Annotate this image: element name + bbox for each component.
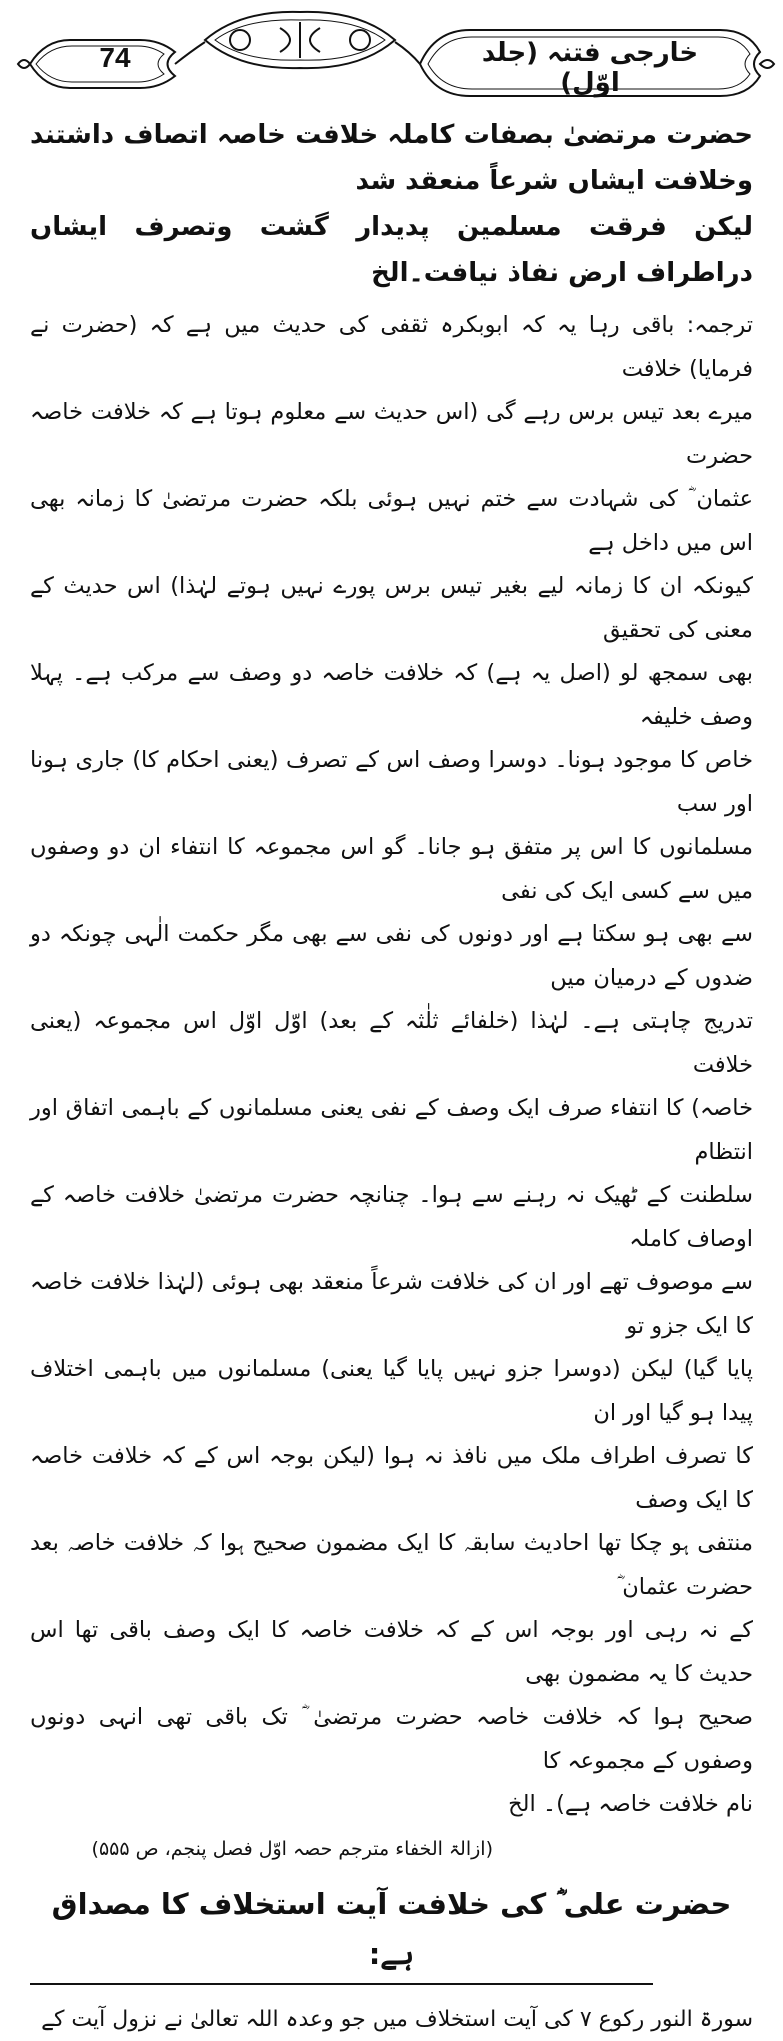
- persian-quote: [30, 112, 753, 296]
- source-reference: (ازالۃ الخفاء مترجم حصہ اوّل فصل پنجم، ص ۵۵۵): [91, 1837, 493, 1860]
- text-line: میرے بعد تیس برس رہے گی (اس حدیث سے معلوم ہوتا ہے کہ خلافت خاصہ حضرت: [30, 399, 753, 469]
- text-line: سے موصوف تھے اور ان کی خلافت شرعاً منعقد بھی ہوئی (لہٰذا خلافت خاصہ کا ایک جزو تو: [30, 1269, 753, 1339]
- text-line: مسلمانوں کا اس پر متفق ہو جانا۔ گو اس مجموعہ کا انتفاء ان دو وصفوں میں سے کسی ایک کی نفی: [30, 834, 753, 904]
- text-line: کیونکہ ان کا زمانہ لیے بغیر تیس برس پورے نہیں ہوتے لہٰذا) اس حدیث کے معنی کی تحقیق: [30, 573, 753, 643]
- page-header: [0, 0, 783, 100]
- text-line: سلطنت کے ٹھیک نہ رہنے سے ہوا۔ چنانچہ حضرت مرتضیٰ خلافت خاصہ کے اوصاف کاملہ: [30, 1182, 753, 1252]
- text-line: پایا گیا) لیکن (دوسرا جزو نہیں پایا گیا یعنی) مسلمانوں میں باہمی اختلاف پیدا ہو گیا اور ان: [30, 1356, 753, 1426]
- text-line: عثمان ؓ کی شہادت سے ختم نہیں ہوئی بلکہ حضرت مرتضیٰ کا زمانہ بھی اس میں داخل ہے: [30, 486, 753, 556]
- text-line: سے بھی ہو سکتا ہے اور دونوں کی نفی سے بھی مگر حکمت الٰہی چونکہ دو ضدوں کے درمیان میں: [30, 921, 753, 991]
- page-body: [30, 112, 753, 2041]
- text-line: خاص کا موجود ہونا۔ دوسرا وصف اس کے تصرف (یعنی احکام کا) جاری ہونا اور سب: [30, 747, 753, 817]
- text-line: بھی سمجھ لو (اصل یہ ہے) کہ خلافت خاصہ دو وصف سے مرکب ہے۔ پہلا وصف خلیفہ: [30, 660, 753, 730]
- section-heading: حضرت علی ؓ کی خلافت آیت استخلاف کا مصداق ہے:: [51, 1886, 732, 1971]
- text-line: سورۃ النور رکوع ۷ کی آیت استخلاف میں جو وعدہ اللہ تعالیٰ نے نزول آیت کے: [41, 2006, 753, 2032]
- heading-underline: [30, 1983, 653, 1985]
- running-title: خارجی فتنہ (جلد اوّل): [481, 38, 699, 98]
- text-line: نام خلافت خاصہ ہے)۔ الخ: [508, 1791, 753, 1817]
- text-line: ترجمہ: باقی رہا یہ کہ ابوبکرہ ثقفی کی حدیث میں ہے کہ (حضرت نے فرمایا) خلافت: [30, 312, 753, 382]
- text-line: تدریج چاہتی ہے۔ لہٰذا (خلفائے ثلٰثہ کے بعد) اوّل اوّل اس مجموعہ (یعنی خلافت: [30, 1008, 753, 1078]
- page-number: 74: [99, 42, 131, 73]
- text-line: منتفی ہو چکا تھا احادیث سابقہ کا ایک مضمون صحیح ہوا کہ خلافت خاصہ بعد حضرت عثمان ؓ: [30, 1530, 753, 1600]
- text-line: کے نہ رہی اور بوجہ اس کے کہ خلافت خاصہ کا ایک وصف باقی تھا اس حدیث کا یہ مضمون بھی: [30, 1617, 753, 1687]
- quote-line: لیکن فرقت مسلمین پدیدار گشت وتصرف ایشاں دراطراف ارض نفاذ نیافت۔الخ: [30, 212, 753, 288]
- quote-line: حضرت مرتضیٰ بصفات کاملہ خلافت خاصہ اتصاف داشتند وخلافت ایشاں شرعاً منعقد شد: [30, 120, 753, 196]
- text-line: صحیح ہوا کہ خلافت خاصہ حضرت مرتضیٰ ؓ تک باقی تھی انہی دونوں وصفوں کے مجموعہ کا: [30, 1704, 753, 1774]
- translation-paragraph: [30, 304, 753, 1827]
- text-line: کا تصرف اطراف ملک میں نافذ نہ ہوا (لیکن بوجہ اس کے کہ خلافت خاصہ کا ایک وصف: [30, 1443, 753, 1513]
- text-line: خاصہ) کا انتفاء صرف ایک وصف کے نفی یعنی مسلمانوں کے باہمی اتفاق اور انتظام: [30, 1095, 753, 1165]
